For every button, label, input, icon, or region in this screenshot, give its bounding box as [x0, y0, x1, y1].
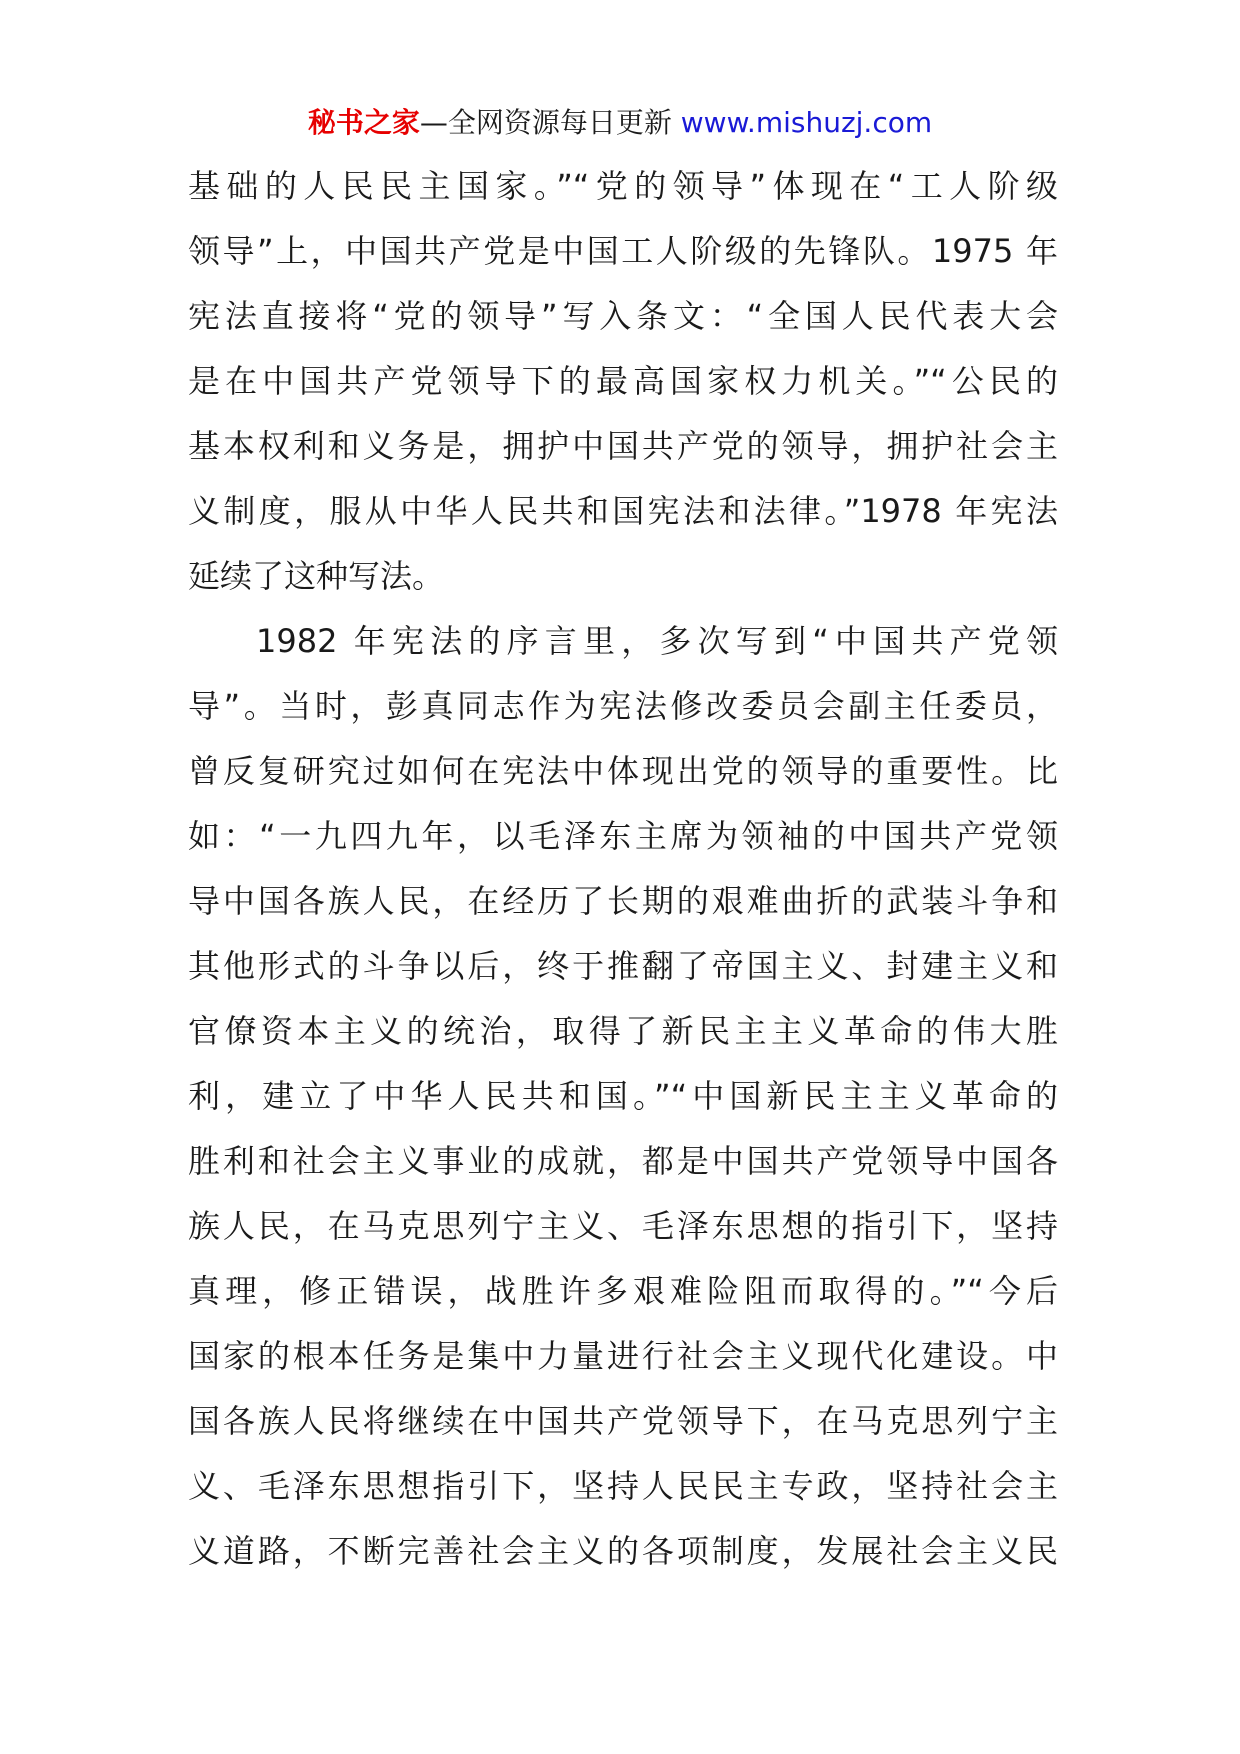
brand-name: 秘书之家 [307, 106, 420, 139]
text-line: 胜利和社会主义事业的成就，都是中国共产党领导中国各 [188, 1142, 1058, 1180]
text-line: 义道路，不断完善社会主义的各项制度，发展社会主义民 [188, 1532, 1058, 1570]
text-line: 义、毛泽东思想指引下，坚持人民民主专政，坚持社会主 [188, 1467, 1058, 1505]
page-header [0, 103, 1240, 143]
text-line: 宪法直接将“党的领导”写入条文：“全国人民代表大会 [188, 297, 1058, 335]
text-line: 国家的根本任务是集中力量进行社会主义现代化建设。中 [188, 1337, 1058, 1375]
text-line: 曾反复研究过如何在宪法中体现出党的领导的重要性。比 [188, 752, 1058, 790]
site-url-link[interactable]: www.mishuzj.com [680, 106, 933, 139]
text-line: 是在中国共产党领导下的最高国家权力机关。”“公民的 [188, 362, 1058, 400]
text-line: 利，建立了中华人民共和国。”“中国新民主主义革命的 [188, 1077, 1058, 1115]
text-line: 基本权利和义务是，拥护中国共产党的领导，拥护社会主 [188, 427, 1058, 465]
text-line: 其他形式的斗争以后，终于推翻了帝国主义、封建主义和 [188, 947, 1058, 985]
text-line: 延续了这种写法。 [188, 557, 445, 595]
text-line: 领导”上，中国共产党是中国工人阶级的先锋队。1975 年 [188, 232, 1058, 270]
text-line: 基础的人民民主国家。”“党的领导”体现在“工人阶级 [188, 167, 1058, 205]
text-line: 导”。当时，彭真同志作为宪法修改委员会副主任委员， [188, 687, 1058, 725]
paragraph-2 [188, 621, 1058, 1596]
text-line: 1982 年宪法的序言里，多次写到“中国共产党领 [256, 622, 1058, 660]
text-line: 真理，修正错误，战胜许多艰难险阻而取得的。”“今后 [188, 1272, 1058, 1310]
paragraph-1 [188, 166, 1058, 621]
text-line: 导中国各族人民，在经历了长期的艰难曲折的武装斗争和 [188, 882, 1058, 920]
text-line: 义制度，服从中华人民共和国宪法和法律。”1978 年宪法 [188, 492, 1058, 530]
document-body [188, 166, 1058, 1596]
header-tagline: —全网资源每日更新 [419, 106, 681, 139]
text-line: 国各族人民将继续在中国共产党领导下，在马克思列宁主 [188, 1402, 1058, 1440]
text-line: 族人民，在马克思列宁主义、毛泽东思想的指引下，坚持 [188, 1207, 1058, 1245]
text-line: 官僚资本主义的统治，取得了新民主主义革命的伟大胜 [188, 1012, 1058, 1050]
text-line: 如：“一九四九年，以毛泽东主席为领袖的中国共产党领 [188, 817, 1058, 855]
